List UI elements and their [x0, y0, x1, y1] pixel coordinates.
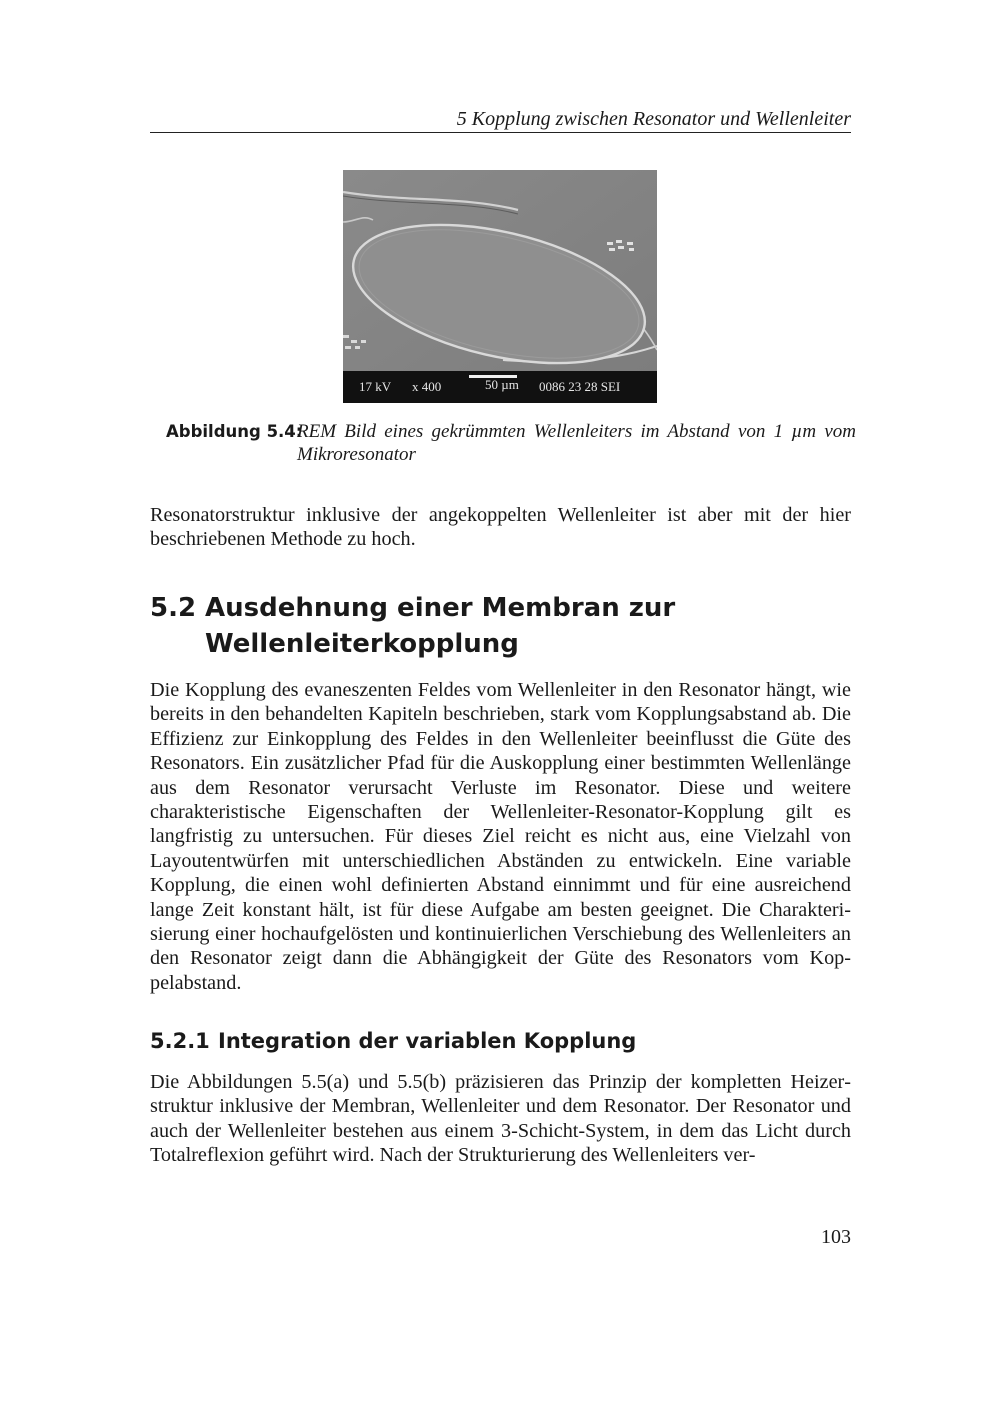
body-paragraph-2: Die Kopplung des evaneszenten Feldes vom Wellenleiter in den Resonator hängt, wie bereits in den behandelten Kapiteln beschrieben, stark vom Kopplungsabstand ab. Die Effizienz zur Einkopplung des Feldes in den Wellenleiter beeinflusst die Güte des Resonators. Ein zusätzlicher Pfad für die Auskopplung einer bestimmten Wellenlänge aus dem Resonator verursacht Verluste im Resonator. Diese und weitere charakteristische Eigenschaften der Wellenleiter-Resonator-Kopplung gilt es langfristig zu untersuchen. Für dieses Ziel reicht es nicht aus, eine Vielzahl von Layoutentwürfen mit unterschiedlichen Abständen zu entwickeln. Eine variable Kopplung, die einen wohl definierten Abstand einnimmt und für eine ausreichend lange Zeit konstant hält, ist für diese Aufgabe am besten geeignet. Die Charakterisierung einer hochaufgelösten und kontinuierlichen Verschiebung des Wellenleiters an den Resonator zeigt dann die Abhängigkeit der Güte des Resonators vom Koppelabstand.: [150, 679, 851, 994]
subsection-heading: [150, 1026, 851, 1056]
running-title: 5 Kopplung zwischen Resonator und Wellenleiter: [456, 108, 851, 130]
page-number: 103: [821, 1226, 851, 1248]
running-header: [150, 106, 851, 133]
sem-voltage: 17 kV: [359, 379, 392, 394]
section-heading: [150, 590, 851, 662]
body-paragraph-3: Die Abbildungen 5.5(a) und 5.5(b) präzisieren das Prinzip der kompletten Heizerstruktur inklusive der Membran, Wellenleiter und dem Resonator. Der Resonator und auch der Wellenleiter bestehen aus einem 3-Schicht-System, in dem das Licht durch Totalreflexion geführt wird. Nach der Strukturierung des Wellenleiters ver-: [150, 1071, 851, 1167]
body-paragraph-1: Resonatorstruktur inklusive der angekoppelten Wellenleiter ist aber mit der hier beschriebenen Methode zu hoch.: [150, 504, 851, 551]
section-title-line2: Wellenleiterkopplung: [205, 629, 519, 659]
sem-magnification: x 400: [412, 379, 442, 394]
figure-caption: [166, 420, 856, 466]
sem-image-code: 0086 23 28 SEI: [539, 379, 621, 394]
caption-text: REM Bild eines gekrümmten Wellenleiters im Abstand von 1 µm vom Mikroresonator: [297, 421, 856, 465]
section-number: 5.2: [150, 593, 197, 623]
subsection-number: 5.2.1: [150, 1029, 210, 1053]
sem-scale-label: 50 µm: [485, 377, 519, 392]
sem-figure: [343, 170, 657, 403]
section-title-line1: Ausdehnung einer Membran zur: [205, 593, 676, 623]
sem-image: [343, 170, 657, 403]
caption-label: Abbildung 5.4:: [166, 422, 303, 441]
subsection-title: Integration der variablen Kopplung: [218, 1029, 637, 1053]
